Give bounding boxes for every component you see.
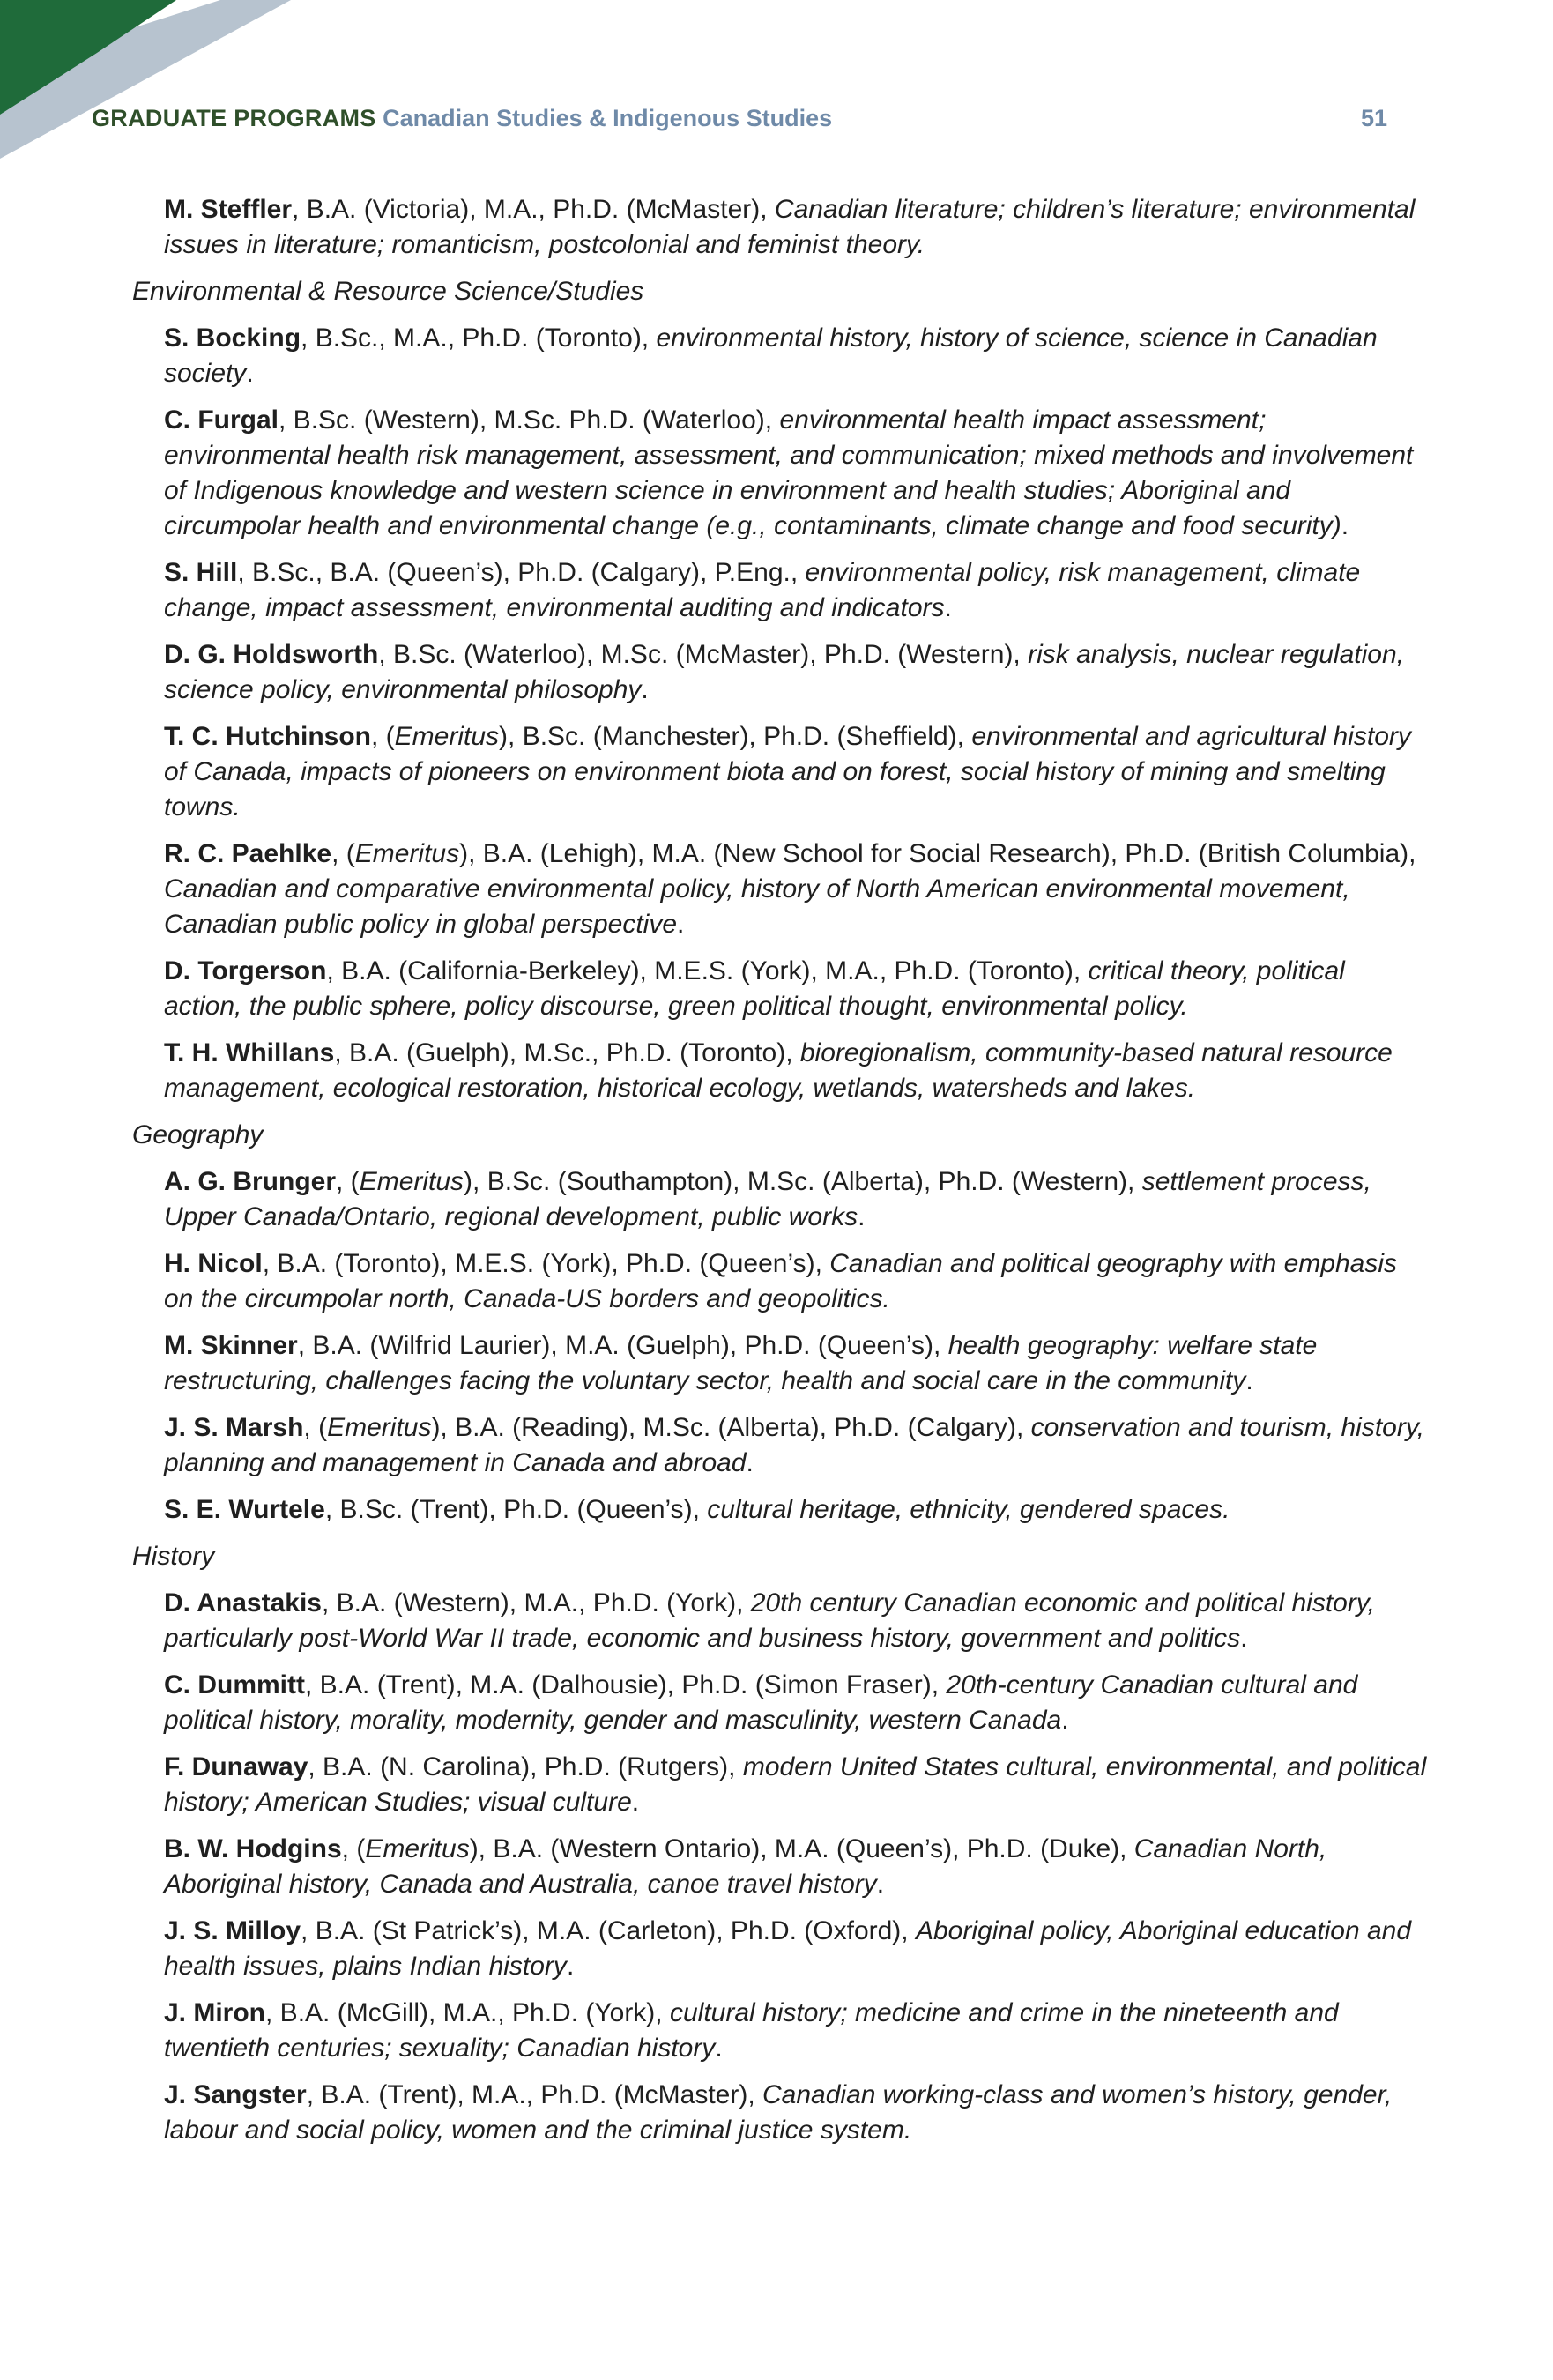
faculty-entry [164,403,1428,544]
faculty-credentials: , B.A. (California-Berkeley), M.E.S. (York), M.A., Ph.D. (Toronto), [326,956,1089,985]
faculty-research-topics: Canadian and comparative environmental policy, history of North American environmental movement, Canadian public policy in global perspective [164,874,1350,939]
punctuation: , ( [341,1834,366,1863]
punctuation: . [246,359,254,388]
faculty-research-topics: Aboriginal policy, Aboriginal education and health issues, plains Indian history [164,1916,1412,1981]
punctuation: . [944,593,952,622]
punctuation: . [631,1788,640,1817]
faculty-name: B. W. Hodgins [164,1834,342,1863]
faculty-name: S. Hill [164,558,238,587]
section-heading: Environmental & Resource Science/Studies [132,277,644,306]
faculty-entry [164,1914,1428,1984]
faculty-entry [164,637,1428,708]
faculty-research-topics: environmental and agricultural history of Canada, impacts of pioneers on environment biota and on forest, social history of mining and smelting towns. [164,722,1411,822]
faculty-research-topics: conservation and tourism, history, planning and management in Canada and abroad [164,1413,1424,1477]
faculty-credentials: ), B.A. (Reading), M.Sc. (Alberta), Ph.D. (Calgary), [431,1413,1031,1442]
faculty-credentials: , B.A. (Wilfrid Laurier), M.A. (Guelph), Ph.D. (Queen’s), [297,1331,948,1360]
faculty-credentials: , B.A. (St Patrick’s), M.A. (Carleton), Ph.D. (Oxford), [301,1916,916,1945]
punctuation: . [1061,1706,1069,1735]
faculty-name: T. H. Whillans [164,1038,335,1067]
faculty-credentials: , B.A. (N. Carolina), Ph.D. (Rutgers), [308,1752,743,1781]
punctuation: . [746,1448,754,1477]
faculty-name: A. G. Brunger [164,1167,337,1196]
faculty-entry [164,1164,1428,1235]
faculty-entry [164,1832,1428,1902]
faculty-research-topics: Canadian and political geography with emphasis on the circumpolar north, Canada-US borders and geopolitics. [164,1249,1397,1313]
faculty-research-topics: critical theory, political action, the public sphere, policy discourse, green political thought, environmental policy. [164,956,1345,1021]
faculty-name: D. G. Holdsworth [164,640,379,669]
faculty-credentials: ), B.Sc. (Southampton), M.Sc. (Alberta), Ph.D. (Western), [464,1167,1142,1196]
faculty-name: T. C. Hutchinson [164,722,371,751]
faculty-name: S. E. Wurtele [164,1495,325,1524]
faculty-name: J. Sangster [164,2080,307,2109]
faculty-name: S. Bocking [164,324,301,353]
punctuation: . [858,1202,866,1231]
punctuation: . [566,1952,575,1981]
faculty-listing [132,192,1428,2160]
faculty-name: C. Furgal [164,405,279,435]
faculty-credentials: ), B.Sc. (Manchester), Ph.D. (Sheffield), [499,722,972,751]
emeritus-label: Emeritus [354,839,460,868]
punctuation: . [715,2034,723,2063]
faculty-entry [164,1492,1428,1528]
faculty-research-topics: health geography: welfare state restructuring, challenges facing the voluntary sector, health and social care in the community [164,1331,1318,1395]
section-heading: History [132,1542,215,1571]
faculty-entry [164,555,1428,626]
punctuation: . [641,675,649,704]
faculty-entry [164,1246,1428,1317]
faculty-name: M. Steffler [164,195,293,224]
faculty-research-topics: environmental history, history of science, science in Canadian society [164,324,1378,388]
faculty-entry [164,1668,1428,1738]
emeritus-label: Emeritus [359,1167,464,1196]
header-program: GRADUATE PROGRAMS [92,105,376,131]
faculty-entry [164,321,1428,391]
faculty-research-topics: environmental health impact assessment; environmental health risk management, assessment, and communication; mixed methods and involvement of Indigenous knowledge and western science in environment and health studies; Aboriginal and circumpolar health and environmental change (e.g., contaminants, climate change and food security) [164,405,1414,540]
faculty-research-topics: 20th century Canadian economic and political history, particularly post-World War II trade, economic and business history, government and politics [164,1588,1375,1653]
faculty-name: C. Dummitt [164,1670,305,1699]
header-department: Canadian Studies & Indigenous Studies [383,105,833,131]
faculty-entry [164,2078,1428,2148]
faculty-entry [164,1036,1428,1106]
faculty-research-topics: Canadian North, Aboriginal history, Canada and Australia, canoe travel history [164,1834,1327,1899]
faculty-entry [164,954,1428,1024]
faculty-research-topics: cultural history; medicine and crime in the nineteenth and twentieth centuries; sexuality; Canadian history [164,1998,1339,2063]
faculty-entry [164,1750,1428,1820]
faculty-research-topics: environmental policy, risk management, climate change, impact assessment, environmental auditing and indicators [164,558,1361,622]
faculty-entry [164,719,1428,825]
faculty-research-topics: 20th-century Canadian cultural and political history, morality, modernity, gender and masculinity, western Canada [164,1670,1358,1735]
faculty-entry [164,1586,1428,1656]
faculty-research-topics: bioregionalism, community-based natural resource management, ecological restoration, historical ecology, wetlands, watersheds and lakes. [164,1038,1393,1103]
faculty-name: M. Skinner [164,1331,298,1360]
faculty-research-topics: settlement process, Upper Canada/Ontario, regional development, public works [164,1167,1371,1231]
faculty-name: H. Nicol [164,1249,263,1278]
section-heading: Geography [132,1120,264,1149]
faculty-credentials: ), B.A. (Western Ontario), M.A. (Queen’s), Ph.D. (Duke), [469,1834,1134,1863]
faculty-name: R. C. Paehlke [164,839,332,868]
faculty-research-topics: cultural heritage, ethnicity, gendered spaces. [707,1495,1230,1524]
faculty-name: D. Torgerson [164,956,327,985]
faculty-entry [164,837,1428,942]
faculty-name: J. S. Marsh [164,1413,304,1442]
punctuation: . [1245,1366,1253,1395]
faculty-credentials: , B.A. (Toronto), M.E.S. (York), Ph.D. (Queen’s), [262,1249,830,1278]
page-header [92,100,1387,136]
faculty-credentials: , B.A. (Trent), M.A., Ph.D. (McMaster), [306,2080,763,2109]
faculty-credentials: ), B.A. (Lehigh), M.A. (New School for Social Research), Ph.D. (British Columbia), [459,839,1416,868]
faculty-entry [164,1328,1428,1399]
punctuation: , ( [371,722,395,751]
faculty-credentials: , B.Sc. (Waterloo), M.Sc. (McMaster), Ph.D. (Western), [378,640,1029,669]
punctuation: , ( [336,1167,360,1196]
faculty-name: D. Anastakis [164,1588,322,1618]
faculty-entry [164,1996,1428,2066]
faculty-research-topics: Canadian working-class and women’s history, gender, labour and social policy, women and the criminal justice system. [164,2080,1393,2145]
punctuation: . [1341,511,1349,540]
punctuation: . [677,910,685,939]
punctuation: . [1240,1624,1248,1653]
faculty-credentials: , B.Sc., M.A., Ph.D. (Toronto), [301,324,657,353]
emeritus-label: Emeritus [327,1413,432,1442]
punctuation: , ( [303,1413,328,1442]
page-number: 51 [1360,105,1387,131]
faculty-credentials: , B.A. (Guelph), M.Sc., Ph.D. (Toronto), [334,1038,800,1067]
faculty-credentials: , B.Sc., B.A. (Queen’s), Ph.D. (Calgary), P.Eng., [237,558,806,587]
faculty-credentials: , B.A. (Victoria), M.A., Ph.D. (McMaster), [292,195,775,224]
punctuation: . [876,1870,885,1899]
faculty-name: J. S. Milloy [164,1916,301,1945]
faculty-name: F. Dunaway [164,1752,308,1781]
faculty-entry [164,192,1428,263]
faculty-credentials: , B.Sc. (Trent), Ph.D. (Queen’s), [324,1495,708,1524]
faculty-research-topics: Canadian literature; children’s literature; environmental issues in literature; romanticism, postcolonial and feminist theory. [164,195,1416,259]
punctuation: , ( [331,839,355,868]
faculty-credentials: , B.A. (Western), M.A., Ph.D. (York), [321,1588,751,1618]
faculty-credentials: , B.A. (McGill), M.A., Ph.D. (York), [265,1998,670,2027]
faculty-research-topics: risk analysis, nuclear regulation, science policy, environmental philosophy [164,640,1404,704]
faculty-credentials: , B.A. (Trent), M.A. (Dalhousie), Ph.D. (Simon Fraser), [305,1670,947,1699]
faculty-research-topics: modern United States cultural, environmental, and political history; American Studies; visual culture [164,1752,1427,1817]
faculty-credentials: , B.Sc. (Western), M.Sc. Ph.D. (Waterloo), [279,405,780,435]
faculty-name: J. Miron [164,1998,266,2027]
emeritus-label: Emeritus [394,722,500,751]
emeritus-label: Emeritus [365,1834,470,1863]
faculty-entry [164,1410,1428,1481]
